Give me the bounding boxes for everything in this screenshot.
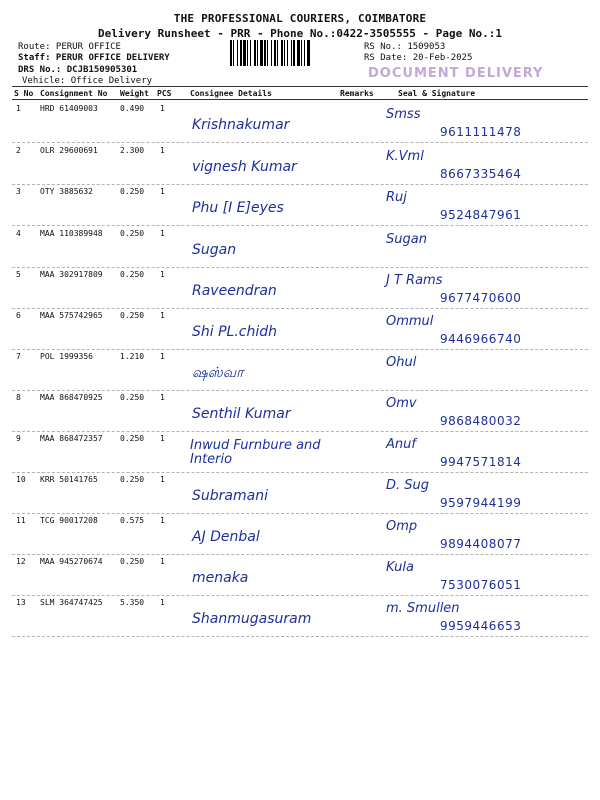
column-pcs: PCS (157, 89, 172, 98)
row-sno: 3 (16, 187, 21, 196)
row-divider (12, 267, 588, 268)
row-sno: 9 (16, 434, 21, 443)
row-consignment-no: KRR 50141765 (40, 475, 98, 484)
row-phone-handwritten: 9524847961 (440, 208, 522, 222)
row-weight: 0.250 (120, 475, 145, 484)
row-consignee-handwritten: ஷஸ்வா (192, 365, 244, 381)
row-pcs: 1 (160, 146, 165, 155)
staff-label: Staff: PERUR OFFICE DELIVERY (18, 53, 170, 63)
row-sno: 12 (16, 557, 26, 566)
row-pcs: 1 (160, 187, 165, 196)
row-divider (12, 431, 588, 432)
row-divider (12, 636, 588, 637)
row-weight: 1.210 (120, 352, 145, 361)
row-consignment-no: HRD 61409003 (40, 104, 98, 113)
row-consignment-no: MAA 868472357 (40, 434, 103, 443)
row-signature: Ruj (386, 190, 407, 205)
route-label: Route: PERUR OFFICE (18, 42, 121, 52)
row-signature: Smss (386, 107, 421, 122)
row-sno: 4 (16, 229, 21, 238)
row-consignee-handwritten: Krishnakumar (192, 117, 290, 133)
row-weight: 0.490 (120, 104, 145, 113)
row-consignment-no: TCG 90017208 (40, 516, 98, 525)
row-pcs: 1 (160, 557, 165, 566)
row-phone-handwritten: 9959446653 (440, 619, 522, 633)
rs-date: RS Date: 20-Feb-2025 (364, 53, 473, 63)
row-pcs: 1 (160, 516, 165, 525)
row-consignee-handwritten: Shanmugasuram (192, 611, 312, 627)
row-consignment-no: SLM 364747425 (40, 598, 103, 607)
row-consignment-no: MAA 302917809 (40, 270, 103, 279)
header-top-rule (12, 86, 588, 87)
column-weight: Weight (120, 89, 149, 98)
row-divider (12, 308, 588, 309)
column-seal-signature: Seal & Signature (398, 89, 476, 98)
row-pcs: 1 (160, 229, 165, 238)
row-signature: D. Sug (386, 478, 430, 493)
delivery-stamp: DOCUMENT DELIVERY (368, 66, 544, 81)
row-signature: Ommul (386, 314, 434, 329)
row-sno: 13 (16, 598, 26, 607)
row-pcs: 1 (160, 598, 165, 607)
row-phone-handwritten: 9597944199 (440, 496, 522, 510)
row-divider (12, 554, 588, 555)
row-phone-handwritten: 9894408077 (440, 537, 522, 551)
row-pcs: 1 (160, 311, 165, 320)
row-signature: Ohul (386, 355, 417, 370)
row-signature: Sugan (386, 232, 427, 247)
vehicle-label: Vehicle: Office Delivery (22, 76, 153, 86)
barcode-image (230, 40, 356, 66)
document-title: THE PROFESSIONAL COURIERS, COIMBATORE (173, 12, 427, 25)
drs-number: DRS No.: DCJB150905301 (18, 65, 138, 75)
row-signature: m. Smullen (386, 601, 460, 616)
row-sno: 8 (16, 393, 21, 402)
row-weight: 2.300 (120, 146, 145, 155)
row-phone-handwritten: 9677470600 (440, 291, 522, 305)
row-signature: Kula (386, 560, 414, 575)
row-consignment-no: MAA 110389948 (40, 229, 103, 238)
row-divider (12, 349, 588, 350)
row-phone-handwritten: 8667335464 (440, 167, 522, 181)
row-consignee-handwritten: Sugan (192, 242, 237, 258)
row-consignment-no: MAA 868470925 (40, 393, 103, 402)
column-sno: S No (14, 89, 34, 98)
row-phone-handwritten: 9868480032 (440, 414, 522, 428)
row-pcs: 1 (160, 475, 165, 484)
header-bottom-rule (12, 99, 588, 100)
row-signature: Omp (386, 519, 418, 534)
row-phone-handwritten: 9947571814 (440, 455, 522, 469)
row-consignment-no: MAA 575742965 (40, 311, 103, 320)
rs-number: RS No.: 1509053 (364, 42, 446, 52)
row-divider (12, 513, 588, 514)
row-weight: 0.250 (120, 557, 145, 566)
column-remarks: Remarks (340, 89, 374, 98)
row-phone-handwritten: 9611111478 (440, 125, 522, 139)
row-pcs: 1 (160, 352, 165, 361)
column-consignment: Consignment No (40, 89, 108, 98)
row-pcs: 1 (160, 104, 165, 113)
row-consignee-handwritten: Senthil Kumar (192, 406, 291, 422)
row-consignee-handwritten: Subramani (192, 488, 268, 504)
row-consignee-handwritten: vignesh Kumar (192, 159, 297, 175)
row-consignee-handwritten: Raveendran (192, 283, 277, 299)
row-sno: 6 (16, 311, 21, 320)
row-consignment-no: OLR 29600691 (40, 146, 98, 155)
row-consignee-handwritten: Phu [I E]eyes (192, 200, 284, 216)
document-subtitle: Delivery Runsheet - PRR - Phone No.:0422-3505555 - Page No.:1 (98, 27, 502, 40)
row-sno: 7 (16, 352, 21, 361)
row-consignee-handwritten: Shi PL.chidh (192, 324, 278, 340)
row-sno: 5 (16, 270, 21, 279)
row-consignee-handwritten: Inwud Furnbure and Interio (190, 438, 321, 467)
row-sno: 11 (16, 516, 26, 525)
row-sno: 2 (16, 146, 21, 155)
row-weight: 0.250 (120, 393, 145, 402)
row-signature: Omv (386, 396, 417, 411)
row-divider (12, 225, 588, 226)
row-consignment-no: POL 1999356 (40, 352, 93, 361)
row-consignee-handwritten: AJ Denbal (192, 529, 260, 545)
row-weight: 5.350 (120, 598, 145, 607)
row-pcs: 1 (160, 393, 165, 402)
row-weight: 0.250 (120, 434, 145, 443)
row-divider (12, 390, 588, 391)
row-divider (12, 595, 588, 596)
row-consignment-no: MAA 945270674 (40, 557, 103, 566)
column-consignee: Consignee Details (190, 89, 272, 98)
row-divider (12, 142, 588, 143)
row-consignee-handwritten: menaka (192, 570, 249, 586)
row-weight: 0.250 (120, 270, 145, 279)
row-weight: 0.575 (120, 516, 145, 525)
row-weight: 0.250 (120, 229, 145, 238)
row-signature: K.Vml (386, 149, 424, 164)
row-weight: 0.250 (120, 187, 145, 196)
row-sno: 10 (16, 475, 26, 484)
row-signature: Anuf (386, 437, 416, 452)
row-consignment-no: OTY 3885632 (40, 187, 93, 196)
row-signature: J T Rams (386, 273, 443, 288)
row-divider (12, 472, 588, 473)
row-pcs: 1 (160, 270, 165, 279)
row-pcs: 1 (160, 434, 165, 443)
row-divider (12, 184, 588, 185)
row-weight: 0.250 (120, 311, 145, 320)
row-phone-handwritten: 7530076051 (440, 578, 522, 592)
row-sno: 1 (16, 104, 21, 113)
row-phone-handwritten: 9446966740 (440, 332, 522, 346)
